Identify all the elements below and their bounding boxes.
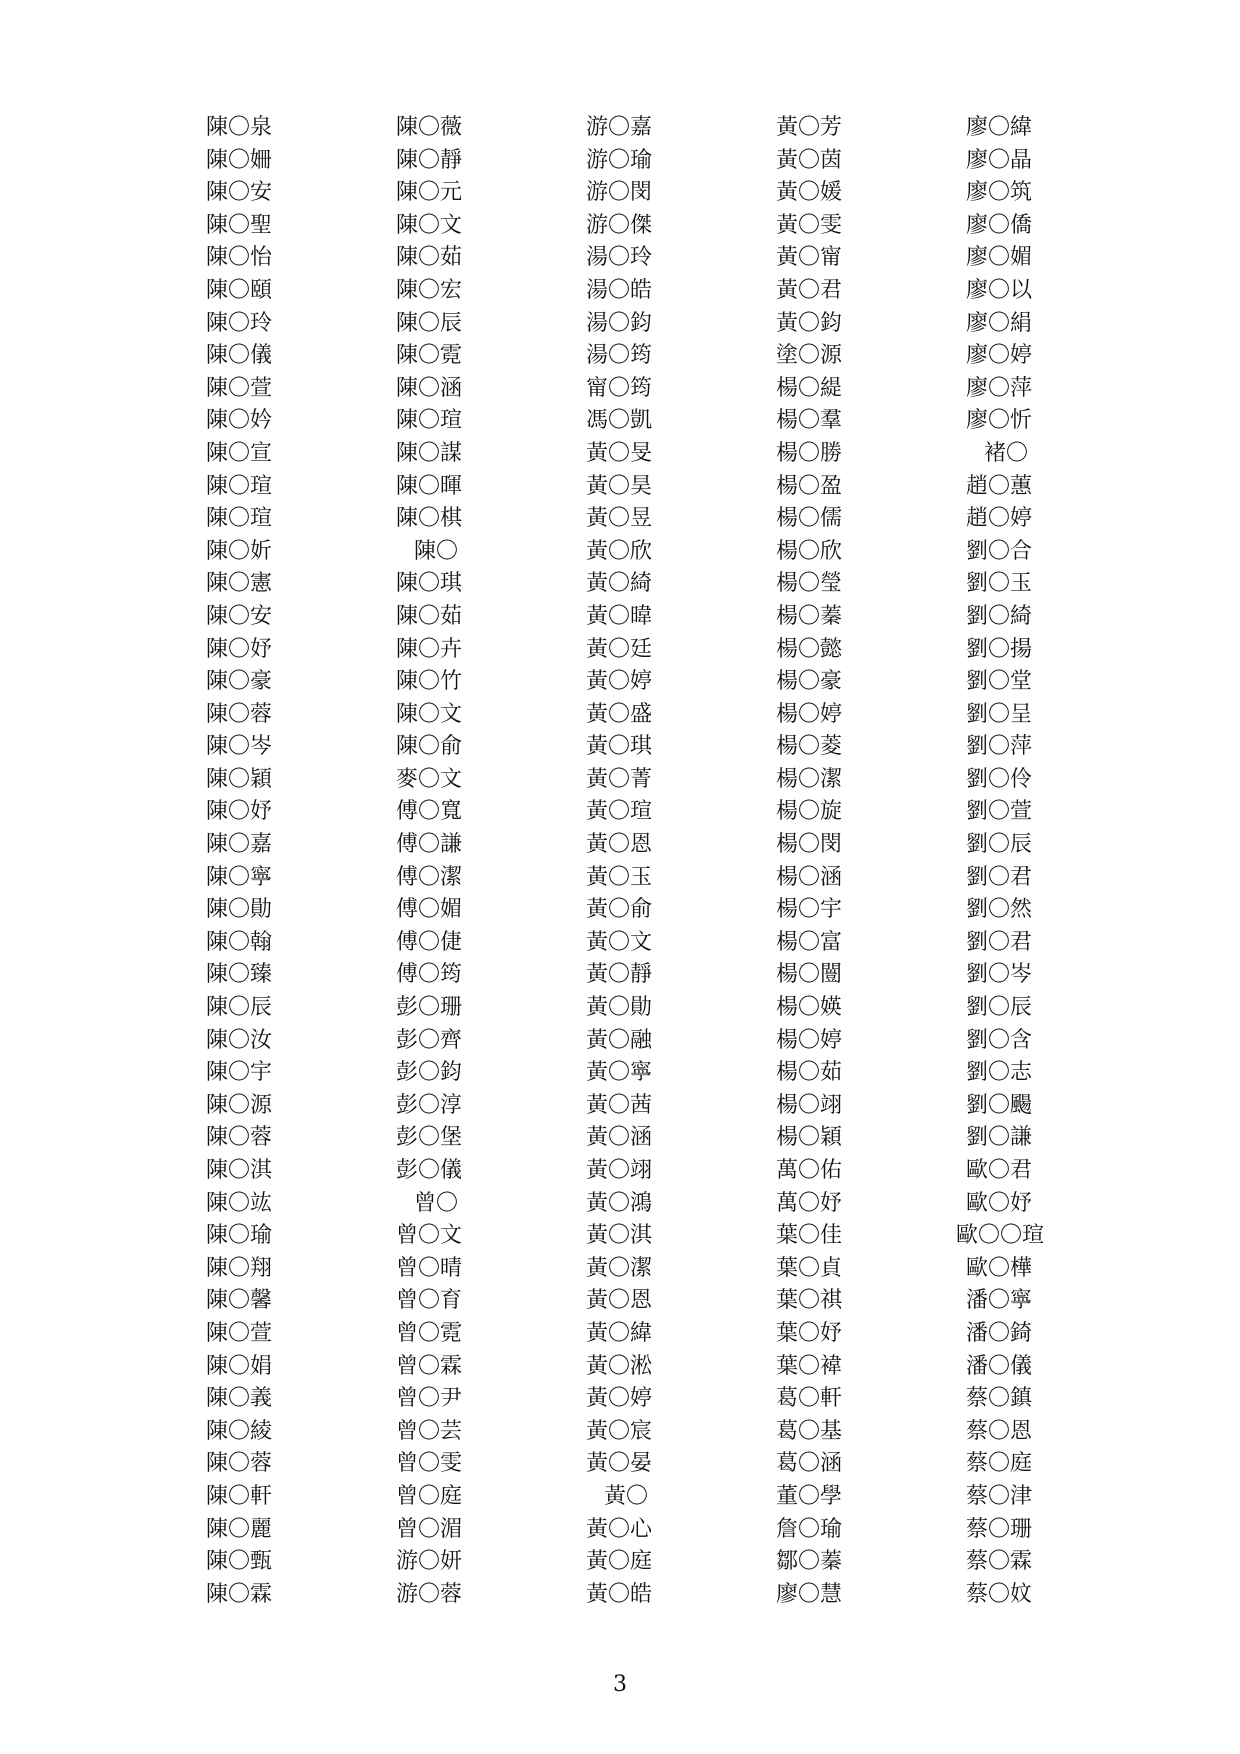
name-entry: 黃〇雯 (776, 212, 843, 238)
name-entry: 黃〇寧 (586, 1060, 653, 1086)
name-entry: 陳〇蓉 (206, 1451, 273, 1477)
name-entry: 劉〇辰 (966, 832, 1033, 858)
name-entry: 劉〇君 (966, 864, 1033, 890)
name-entry: 游〇瑜 (586, 147, 653, 173)
name-entry: 塗〇源 (776, 343, 843, 369)
name-entry: 陳〇源 (206, 1092, 273, 1118)
name-entry: 黃〇宸 (586, 1418, 653, 1444)
name-entry: 黃〇恩 (586, 832, 653, 858)
name-entry: 黃〇淞 (586, 1353, 653, 1379)
name-entry: 楊〇緹 (776, 375, 843, 401)
name-entry: 蔡〇妏 (966, 1581, 1033, 1607)
name-entry: 黃〇淇 (586, 1223, 653, 1249)
name-entry: 黃〇心 (586, 1516, 653, 1542)
name-entry: 黃〇昊 (586, 473, 653, 499)
name-entry: 劉〇辰 (966, 995, 1033, 1021)
name-entry: 陳〇茹 (396, 245, 463, 271)
name-entry: 黃〇琪 (586, 734, 653, 760)
name-entry: 劉〇然 (966, 897, 1033, 923)
name-entry: 陳〇瑄 (206, 473, 273, 499)
name-entry: 楊〇婷 (776, 1027, 843, 1053)
name-entry: 彭〇儀 (396, 1158, 463, 1183)
name-entry: 楊〇勝 (776, 440, 843, 466)
name-entry: 湯〇皓 (586, 277, 653, 303)
name-entry: 游〇嘉 (586, 115, 653, 140)
name-entry: 傅〇潔 (396, 864, 463, 890)
name-entry: 潘〇寧 (966, 1288, 1033, 1314)
name-entry: 陳〇岑 (206, 734, 273, 760)
name-entry: 劉〇萱 (966, 799, 1033, 825)
name-entry: 陳〇竑 (206, 1190, 273, 1216)
name-entry: 陳〇妤 (206, 636, 273, 662)
name-entry: 黃〇君 (776, 277, 843, 303)
name-entry: 劉〇綺 (966, 603, 1033, 629)
name-entry: 陳〇姍 (206, 147, 273, 173)
name-entry: 劉〇伶 (966, 766, 1033, 792)
name-entry: 陳〇安 (206, 603, 273, 629)
name-entry: 黃〇茵 (776, 147, 843, 173)
name-entry: 黃〇俞 (586, 897, 653, 923)
name-entry: 廖〇婷 (966, 343, 1033, 369)
name-entry: 劉〇揚 (966, 636, 1033, 662)
name-entry: 陳〇薇 (396, 115, 463, 140)
name-entry: 黃〇婷 (586, 669, 653, 695)
name-entry: 曾〇文 (396, 1223, 463, 1249)
name-entry: 黃〇旻 (586, 440, 653, 466)
name-entry: 陳〇妡 (206, 538, 273, 564)
name-entry: 彭〇鈞 (396, 1060, 463, 1086)
name-entry: 陳〇文 (396, 701, 463, 727)
name-entry: 陳〇義 (206, 1386, 273, 1412)
name-entry: 陳〇泉 (206, 115, 273, 140)
name-entry: 陳〇穎 (206, 766, 273, 792)
name-entry: 歐〇妤 (966, 1190, 1033, 1216)
name-entry: 楊〇羣 (776, 408, 843, 434)
name-entry: 陳〇蓉 (206, 1125, 273, 1151)
name-entry: 陳〇頤 (206, 277, 273, 303)
name-entry: 麥〇文 (396, 766, 463, 792)
name-entry: 楊〇瑩 (776, 571, 843, 597)
name-entry: 蔡〇鎮 (966, 1386, 1033, 1412)
name-entry: 游〇傑 (586, 212, 653, 238)
name-entry: 萬〇妤 (776, 1190, 843, 1216)
name-entry: 陳〇琪 (396, 571, 463, 597)
name-entry: 葉〇褘 (776, 1353, 843, 1379)
name-entry: 陳〇萱 (206, 375, 273, 401)
name-entry: 陳〇文 (396, 212, 463, 238)
name-entry: 廖〇慧 (776, 1581, 843, 1607)
name-entry: 黃〇盛 (586, 701, 653, 727)
name-entry: 陳〇甄 (206, 1549, 273, 1575)
name-entry: 陳〇娟 (206, 1353, 273, 1379)
name-entry: 劉〇玉 (966, 571, 1033, 597)
name-entry: 楊〇穎 (776, 1125, 843, 1151)
name-entry: 楊〇旋 (776, 799, 843, 825)
name-entry: 劉〇志 (966, 1060, 1033, 1086)
name-entry: 黃〇瑄 (586, 799, 653, 825)
name-entry: 游〇妍 (396, 1549, 463, 1575)
name-entry: 楊〇闓 (776, 962, 843, 988)
name-entry: 陳〇 (414, 538, 459, 564)
name-entry: 廖〇絹 (966, 310, 1033, 336)
name-entry: 陳〇麗 (206, 1516, 273, 1542)
name-entry: 曾〇雯 (396, 1451, 463, 1477)
name-entry: 陳〇茹 (396, 603, 463, 629)
name-entry: 陳〇淇 (206, 1158, 273, 1183)
name-entry: 黃〇文 (586, 929, 653, 955)
name-entry: 黃〇芳 (776, 115, 843, 140)
name-entry: 黃〇媛 (776, 180, 843, 206)
name-entry: 湯〇鈞 (586, 310, 653, 336)
name-entry: 黃〇勛 (586, 995, 653, 1021)
name-entry: 黃〇 (604, 1483, 649, 1509)
name-entry: 陳〇宇 (206, 1060, 273, 1086)
name-entry: 董〇學 (776, 1483, 843, 1509)
name-entry: 劉〇岑 (966, 962, 1033, 988)
name-entry: 歐〇樺 (966, 1255, 1033, 1281)
name-entry: 楊〇婷 (776, 701, 843, 727)
name-entry: 廖〇緯 (966, 115, 1033, 140)
name-entry: 曾〇庭 (396, 1483, 463, 1509)
name-entry: 陳〇綾 (206, 1418, 273, 1444)
name-entry: 劉〇君 (966, 929, 1033, 955)
name-entry: 陳〇宏 (396, 277, 463, 303)
name-entry: 陳〇聖 (206, 212, 273, 238)
name-entry: 陳〇涵 (396, 375, 463, 401)
name-entry: 游〇蓉 (396, 1581, 463, 1607)
name-entry: 傅〇筠 (396, 962, 463, 988)
name-entry: 陳〇瑄 (206, 506, 273, 532)
name-entry: 陳〇寧 (206, 864, 273, 890)
name-entry: 陳〇辰 (396, 310, 463, 336)
name-entry: 陳〇竹 (396, 669, 463, 695)
name-entry: 楊〇菱 (776, 734, 843, 760)
name-entry: 游〇閔 (586, 180, 653, 206)
name-entry: 劉〇堂 (966, 669, 1033, 695)
name-entry: 陳〇臻 (206, 962, 273, 988)
name-entry: 陳〇辰 (206, 995, 273, 1021)
name-entry: 陳〇安 (206, 180, 273, 206)
name-entry: 曾〇芸 (396, 1418, 463, 1444)
name-entry: 楊〇媖 (776, 995, 843, 1021)
name-entry: 彭〇堡 (396, 1125, 463, 1151)
name-entry: 陳〇霓 (396, 343, 463, 369)
name-entry: 陳〇妗 (206, 408, 273, 434)
name-entry: 陳〇軒 (206, 1483, 273, 1509)
name-entry: 楊〇宇 (776, 897, 843, 923)
name-entry: 傅〇媚 (396, 897, 463, 923)
name-entry: 陳〇俞 (396, 734, 463, 760)
name-entry: 葉〇祺 (776, 1288, 843, 1314)
name-entry: 葛〇基 (776, 1418, 843, 1444)
name-entry: 黃〇庭 (586, 1549, 653, 1575)
name-entry: 褚〇 (984, 440, 1029, 466)
name-entry: 彭〇齊 (396, 1027, 463, 1053)
name-entry: 彭〇淳 (396, 1092, 463, 1118)
name-entry: 潘〇儀 (966, 1353, 1033, 1379)
name-entry: 楊〇欣 (776, 538, 843, 564)
name-entry: 廖〇僑 (966, 212, 1033, 238)
name-entry: 黃〇靜 (586, 962, 653, 988)
name-entry: 葉〇貞 (776, 1255, 843, 1281)
name-entry: 陳〇棋 (396, 506, 463, 532)
name-list-grid (178, 112, 1098, 1611)
name-entry: 黃〇菁 (586, 766, 653, 792)
name-entry: 黃〇恩 (586, 1288, 653, 1314)
name-entry: 楊〇潔 (776, 766, 843, 792)
name-entry: 陳〇蓉 (206, 701, 273, 727)
name-entry: 蔡〇珊 (966, 1516, 1033, 1542)
name-entry: 黃〇鴻 (586, 1190, 653, 1216)
name-entry: 黃〇皓 (586, 1581, 653, 1607)
name-entry: 趙〇蕙 (966, 473, 1033, 499)
name-entry: 黃〇涵 (586, 1125, 653, 1151)
name-entry: 楊〇翊 (776, 1092, 843, 1118)
name-entry: 傅〇倢 (396, 929, 463, 955)
name-entry: 陳〇瑄 (396, 408, 463, 434)
name-entry: 陳〇汝 (206, 1027, 273, 1053)
page-number: 3 (613, 1672, 627, 1697)
name-entry: 陳〇翔 (206, 1255, 273, 1281)
name-entry: 陳〇靜 (396, 147, 463, 173)
name-entry: 廖〇以 (966, 277, 1033, 303)
name-entry: 楊〇豪 (776, 669, 843, 695)
name-entry: 廖〇筑 (966, 180, 1033, 206)
name-entry: 曾〇育 (396, 1288, 463, 1314)
name-entry: 陳〇馨 (206, 1288, 273, 1314)
name-entry: 黃〇融 (586, 1027, 653, 1053)
name-entry: 傅〇謙 (396, 832, 463, 858)
name-entry: 曾〇尹 (396, 1386, 463, 1412)
name-entry: 楊〇儒 (776, 506, 843, 532)
name-entry: 劉〇含 (966, 1027, 1033, 1053)
name-entry: 曾〇霓 (396, 1320, 463, 1346)
name-entry: 陳〇暉 (396, 473, 463, 499)
name-entry: 廖〇媚 (966, 245, 1033, 271)
name-entry: 楊〇蓁 (776, 603, 843, 629)
name-entry: 楊〇懿 (776, 636, 843, 662)
name-entry: 彭〇珊 (396, 995, 463, 1021)
name-entry: 陳〇卉 (396, 636, 463, 662)
name-entry: 陳〇謀 (396, 440, 463, 466)
name-entry: 甯〇筠 (586, 375, 653, 401)
name-entry: 陳〇萱 (206, 1320, 273, 1346)
name-entry: 湯〇筠 (586, 343, 653, 369)
name-entry: 陳〇瑜 (206, 1223, 273, 1249)
name-entry: 黃〇昱 (586, 506, 653, 532)
name-entry: 詹〇瑜 (776, 1516, 843, 1542)
name-entry: 黃〇婷 (586, 1386, 653, 1412)
name-entry: 陳〇怡 (206, 245, 273, 271)
name-entry: 曾〇湄 (396, 1516, 463, 1542)
name-entry: 曾〇霖 (396, 1353, 463, 1379)
name-entry: 湯〇玲 (586, 245, 653, 271)
name-entry: 黃〇潔 (586, 1255, 653, 1281)
name-entry: 陳〇元 (396, 180, 463, 206)
name-entry: 馮〇凱 (586, 408, 653, 434)
name-entry: 蔡〇庭 (966, 1451, 1033, 1477)
name-entry: 陳〇宣 (206, 440, 273, 466)
name-entry: 歐〇〇瑄 (956, 1223, 1045, 1249)
name-entry: 曾〇晴 (396, 1255, 463, 1281)
name-entry: 楊〇閔 (776, 832, 843, 858)
name-entry: 黃〇暐 (586, 603, 653, 629)
name-entry: 楊〇涵 (776, 864, 843, 890)
name-entry: 趙〇婷 (966, 506, 1033, 532)
name-entry: 鄒〇蓁 (776, 1549, 843, 1575)
name-entry: 楊〇茹 (776, 1060, 843, 1086)
name-entry: 歐〇君 (966, 1158, 1033, 1183)
name-entry: 陳〇翰 (206, 929, 273, 955)
name-entry: 劉〇謙 (966, 1125, 1033, 1151)
name-entry: 蔡〇津 (966, 1483, 1033, 1509)
name-entry: 黃〇玉 (586, 864, 653, 890)
name-entry: 黃〇綺 (586, 571, 653, 597)
name-entry: 廖〇忻 (966, 408, 1033, 434)
name-entry: 劉〇合 (966, 538, 1033, 564)
name-entry: 黃〇翊 (586, 1158, 653, 1183)
name-entry: 陳〇勛 (206, 897, 273, 923)
name-entry: 葛〇軒 (776, 1386, 843, 1412)
name-entry: 劉〇呈 (966, 701, 1033, 727)
name-entry: 黃〇廷 (586, 636, 653, 662)
name-entry: 蔡〇恩 (966, 1418, 1033, 1444)
name-entry: 劉〇颺 (966, 1092, 1033, 1118)
name-entry: 陳〇憲 (206, 571, 273, 597)
name-entry: 黃〇鈞 (776, 310, 843, 336)
name-entry: 潘〇錡 (966, 1320, 1033, 1346)
name-entry: 廖〇萍 (966, 375, 1033, 401)
name-entry: 楊〇富 (776, 929, 843, 955)
name-entry: 陳〇妤 (206, 799, 273, 825)
name-entry: 陳〇儀 (206, 343, 273, 369)
name-entry: 黃〇茜 (586, 1092, 653, 1118)
name-entry: 傅〇寬 (396, 799, 463, 825)
name-entry: 陳〇霖 (206, 1581, 273, 1607)
name-entry: 陳〇玲 (206, 310, 273, 336)
name-entry: 葉〇佳 (776, 1223, 843, 1249)
name-entry: 黃〇欣 (586, 538, 653, 564)
name-entry: 蔡〇霖 (966, 1549, 1033, 1575)
name-entry: 萬〇佑 (776, 1158, 843, 1183)
name-entry: 劉〇萍 (966, 734, 1033, 760)
name-entry: 葛〇涵 (776, 1451, 843, 1477)
name-entry: 陳〇嘉 (206, 832, 273, 858)
name-entry: 黃〇甯 (776, 245, 843, 271)
name-entry: 陳〇豪 (206, 669, 273, 695)
name-entry: 曾〇 (414, 1190, 459, 1216)
name-entry: 楊〇盈 (776, 473, 843, 499)
name-entry: 廖〇晶 (966, 147, 1033, 173)
name-entry: 葉〇妤 (776, 1320, 843, 1346)
name-entry: 黃〇晏 (586, 1451, 653, 1477)
name-entry: 黃〇緯 (586, 1320, 653, 1346)
